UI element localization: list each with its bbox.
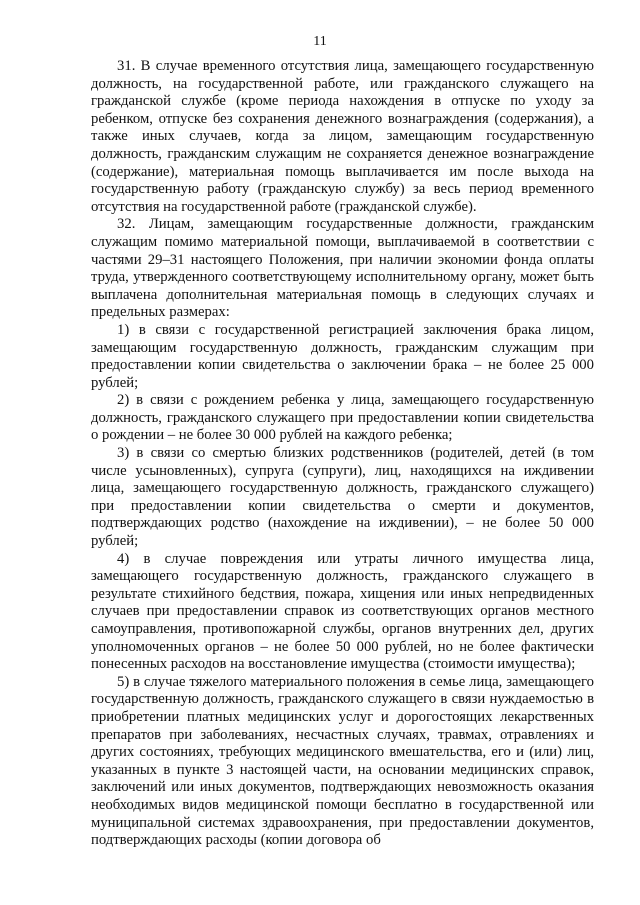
list-item-2: 2) в связи с рождением ребенка у лица, замещающего государственную должность, гражданского служащего при предоставлении копии свидетельства о рождении – не более 30 000 рублей на каждого ребенка; [91, 392, 594, 444]
paragraph-31: 31. В случае временного отсутствия лица, замещающего государственную должность, на государственной работе, или гражданского служащего на гражданской службе (кроме периода нахождения в отпуске по уходу за ребенком, отпуске без сохранения денежного вознаграждения (содержания), а также иных случаев, когда за лицом, замещающим государственную должность, гражданским служащим не сохраняется денежное вознаграждение (содержание), материальная помощь выплачивается им после выхода на государственную работу (гражданскую службу) за весь период временного отсутствия на государственной работе (гражданской службе). [91, 58, 594, 215]
paragraph-32: 32. Лицам, замещающим государственные должности, гражданским служащим помимо материальной помощи, выплачиваемой в соответствии с частями 29–31 настоящего Положения, при наличии экономии фонда оплаты труда, утвержденного соответствующему исполнительному органу, может быть выплачена дополнительная материальная помощь в следующих случаях и предельных размерах: [91, 216, 594, 321]
page-number: 11 [313, 34, 327, 49]
list-item-4: 4) в случае повреждения или утраты личного имущества лица, замещающего государственную должность, гражданского служащего в результате стихийного бедствия, пожара, хищения или иных непредвиденных случаев при предоставлении справок из соответствующих органов местного самоуправления, противопожарной службы, органов внутренних дел, других уполномоченных органов – не более 50 000 рублей, но не более фактически понесенных расходов на восстановление имущества (стоимости имущества); [91, 550, 594, 673]
list-item-5: 5) в случае тяжелого материального положения в семье лица, замещающего государственную должность, гражданского служащего в связи нуждаемостью в приобретении платных медицинских услуг и дорогостоящих лекарственных препаратов при заболеваниях, несчастных случаях, травмах, отравлениях и других состояниях, требующих медицинского вмешательства, его и (или) лиц, указанных в пункте 3 настоящей части, на основании медицинских справок, заключений или иных документов, подтверждающих невозможность оказания необходимых видов медицинской помощи бесплатно в государственной или муниципальной системах здравоохранения, при предоставлении документов, подтверждающих расходы (копии договора об [91, 673, 594, 849]
list-item-1: 1) в связи с государственной регистрацией заключения брака лицом, замещающим государственную должность, гражданским служащим при предоставлении копии свидетельства о заключении брака – не более 25 000 рублей; [91, 321, 594, 391]
document-body [91, 58, 594, 850]
list-item-3: 3) в связи со смертью близких родственников (родителей, детей (в том числе усыновленных), супруга (супруги), лиц, находящихся на иждивении лица, замещающего государственную должность, гражданского служащего) при предоставлении копии свидетельства о смерти и документов, подтверждающих родство (нахождение на иждивении), – не более 50 000 рублей; [91, 445, 594, 550]
